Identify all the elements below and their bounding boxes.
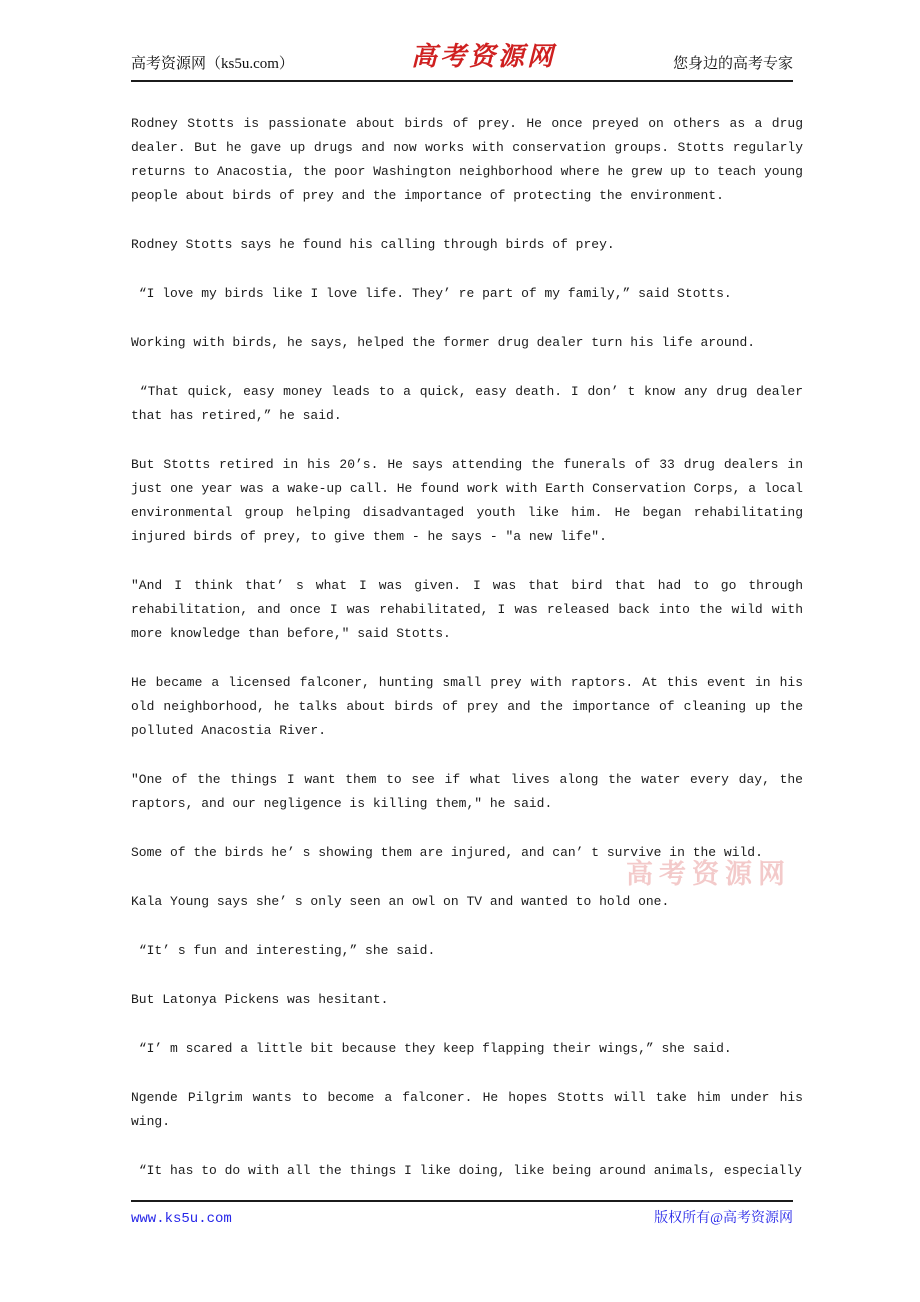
paragraph: ″And I think that’ s what I was given. I was that bird that had to go through rehabilitation, and once I was rehabilitated, I was released back into the wild with more knowledge than before,″ said Stotts. <box>131 578 811 641</box>
paragraph: Rodney Stotts is passionate about birds of prey. He once preyed on others as a drug dealer. But he gave up drugs and now works with conservation groups. Stotts regularly returns to Anacostia, the poor Washington neighborhood where he grew up to teach young people about birds of prey and the importance of protecting the environment. <box>131 116 811 203</box>
paragraph: “It’ s fun and interesting,” she said. <box>131 943 436 958</box>
paragraph: He became a licensed falconer, hunting small prey with raptors. At this event in his old neighborhood, he talks about birds of prey and the importance of cleaning up the polluted Anacostia River. <box>131 675 811 738</box>
footer-url: www.ks5u.com <box>131 1211 232 1227</box>
paragraph: But Stotts retired in his 20’s. He says attending the funerals of 33 drug dealers in just one year was a wake-up call. He found work with Earth Conservation Corps, a local environmental group helping disadvantaged youth like him. He began rehabilitating injured birds of prey, to give them - he says - ″a new life″. <box>131 457 811 544</box>
paragraph: “It has to do with all the things I like doing, like being around animals, especially <box>131 1163 802 1178</box>
watermark: 高考资源网 <box>626 859 791 890</box>
site-logo: 高考资源网 <box>410 42 556 72</box>
paragraph: “I love my birds like I love life. They’ re part of my family,” said Stotts. <box>131 286 732 301</box>
header-site-name: 高考资源网（ks5u.com） <box>131 56 294 72</box>
paragraph: Working with birds, he says, helped the former drug dealer turn his life around. <box>131 335 756 350</box>
footer-copyright: 版权所有@高考资源网 <box>654 1211 793 1226</box>
paragraph: “I’ m scared a little bit because they keep flapping their wings,” she said. <box>131 1041 732 1056</box>
paragraph: Some of the birds he’ s showing them are injured, and can’ t survive in the wild. <box>131 845 763 860</box>
paragraph: Rodney Stotts says he found his calling through birds of prey. <box>131 237 615 252</box>
document-body <box>131 112 811 1208</box>
page-header <box>131 44 793 82</box>
header-slogan: 您身边的高考专家 <box>672 56 793 72</box>
paragraph: ″One of the things I want them to see if what lives along the water every day, the raptors, and our negligence is killing them,″ he said. <box>131 772 811 811</box>
paragraph: But Latonya Pickens was hesitant. <box>131 992 389 1007</box>
paragraph: Ngende Pilgrim wants to become a falconer. He hopes Stotts will take him under his wing. <box>131 1090 811 1129</box>
paragraph: “That quick, easy money leads to a quick, easy death. I don’ t know any drug dealer that has retired,” he said. <box>131 384 811 423</box>
paragraph: Kala Young says she’ s only seen an owl on TV and wanted to hold one. <box>131 894 670 909</box>
